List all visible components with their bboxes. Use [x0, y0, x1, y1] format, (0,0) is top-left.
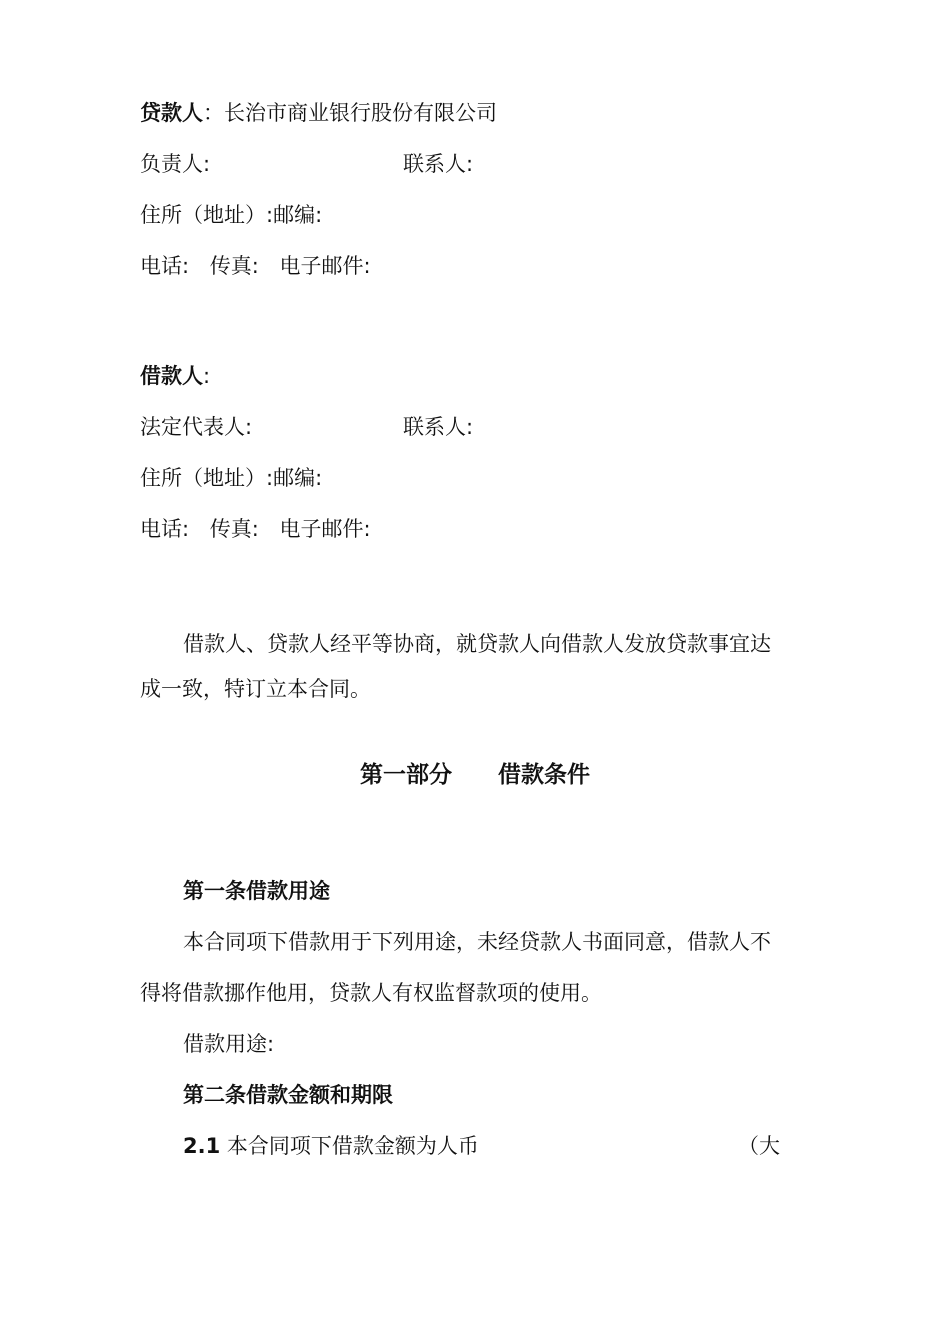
borrower-legal-rep: 法定代表人:	[140, 415, 253, 439]
article2-clause-2-1	[183, 1131, 479, 1161]
borrower-phone: 电话:	[140, 517, 190, 541]
borrower-fax: 传真:	[209, 517, 259, 541]
clause-number: 2.1	[183, 1134, 221, 1158]
article1-heading: 第一条借款用途	[183, 879, 330, 903]
lender-address: 住所（地址）:邮编:	[140, 203, 323, 227]
lender-phone: 电话:	[140, 254, 190, 278]
lender-principal: 负责人:	[140, 152, 211, 176]
article1-purpose-label: 借款用途:	[183, 1032, 275, 1056]
lender-label: 贷款人	[140, 101, 203, 125]
borrower-line	[140, 361, 210, 391]
article1-para-line-2: 得将借款挪作他用，贷款人有权监督款项的使用。	[140, 981, 602, 1005]
borrower-address: 住所（地址）:邮编:	[140, 466, 323, 490]
clause-tail: （大	[738, 1134, 780, 1158]
preamble-line-1: 借款人、贷款人经平等协商，就贷款人向借款人发放贷款事宜达	[183, 632, 771, 656]
preamble-line-2: 成一致，特订立本合同。	[140, 677, 371, 701]
lender-fax: 传真:	[209, 254, 259, 278]
article2-heading: 第二条借款金额和期限	[183, 1083, 393, 1107]
borrower-contact-line	[140, 514, 371, 544]
lender-email: 电子邮件:	[279, 254, 371, 278]
part-title: 第一部分 借款条件	[360, 762, 590, 788]
borrower-separator: :	[203, 364, 211, 388]
lender-separator: ：	[203, 101, 224, 125]
borrower-email: 电子邮件:	[279, 517, 371, 541]
lender-contact: 联系人:	[403, 152, 474, 176]
lender-contact-line	[140, 251, 371, 281]
lender-line	[140, 98, 497, 128]
borrower-contact: 联系人:	[403, 415, 474, 439]
lender-name: 长治市商业银行股份有限公司	[224, 101, 497, 125]
borrower-label: 借款人	[140, 364, 203, 388]
clause-text: 本合同项下借款金额为人币	[226, 1134, 479, 1158]
article1-para-line-1: 本合同项下借款用于下列用途，未经贷款人书面同意，借款人不	[183, 930, 771, 954]
